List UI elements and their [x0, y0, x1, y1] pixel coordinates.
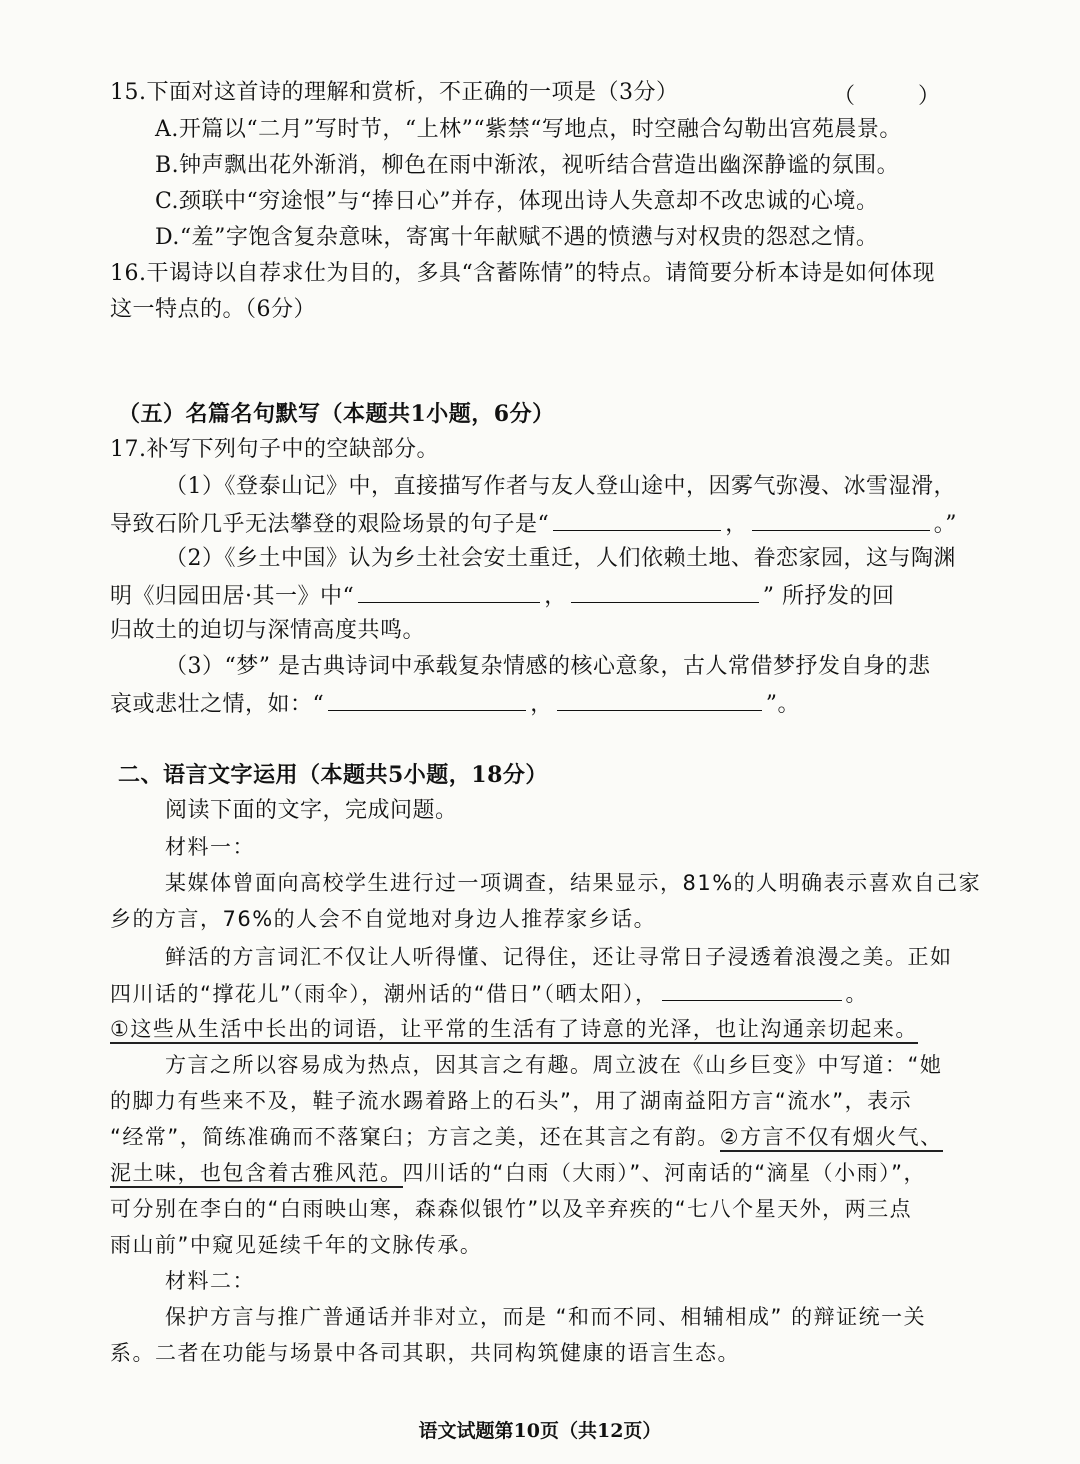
m1-p2-line2-text: 四川话的“撑花儿”（雨伞），潮州话的“借日”（晒太阳）， [110, 982, 658, 1006]
m2-p1-line1: 保护方言与推广普通话并非对立，而是 “和而不同、相辅相成” 的辩证统一关 [165, 1305, 927, 1329]
underlined-sentence-2a: ②方言不仅有烟火气、 [720, 1125, 943, 1152]
q17-item2-line2 [110, 578, 980, 614]
section-2-title: 二、语言文字运用（本题共5小题，18分） [118, 762, 548, 788]
separator: ， [725, 512, 748, 537]
blank-material[interactable] [662, 976, 842, 1001]
q17-item2-prefix: 明《归园田居·其一》中“ [110, 584, 355, 609]
q16-line-2: 这一特点的。（6分） [110, 297, 316, 322]
m1-p2-line1: 鲜活的方言词汇不仅让人听得懂、记得住，还让寻常日子浸透着浪漫之美。正如 [165, 945, 953, 969]
q15-option-d: D.“羞”字饱含复杂意味，寄寓十年献赋不遇的愤懑与对权贵的怨怼之情。 [155, 225, 879, 250]
q15-stem: 15.下面对这首诗的理解和赏析，不正确的一项是（3分） [110, 80, 679, 105]
page-footer: 语文试题第10页（共12页） [418, 1420, 662, 1442]
material-2-label: 材料二： [165, 1269, 255, 1293]
blank-1b[interactable] [752, 506, 930, 531]
q17-item3-prefix: 哀或悲壮之情，如：“ [110, 692, 325, 717]
underlined-sentence-1: ①这些从生活中长出的词语，让平常的生活有了诗意的光泽，也让沟通亲切起来。 [110, 1017, 918, 1044]
m1-p2-line3 [110, 1012, 980, 1046]
closing-quote: ”。 [765, 692, 801, 717]
m1-p2-line2 [110, 976, 980, 1011]
separator: ， [544, 584, 567, 609]
answer-parentheses: （ ） [833, 84, 968, 109]
underlined-sentence-2b: 泥土味，也包含着古雅风范。 [110, 1161, 403, 1188]
q17-item2-line3: 归故土的迫切与深情高度共鸣。 [110, 618, 426, 643]
blank-2a[interactable] [358, 578, 540, 603]
section-5-title: （五）名篇名句默写（本题共1小题，6分） [118, 401, 555, 427]
m1-p3-line1: 方言之所以容易成为热点，因其言之有趣。周立波在《山乡巨变》中写道：“她 [165, 1053, 943, 1077]
q17-item1-line2 [110, 506, 980, 542]
blank-2b[interactable] [571, 578, 759, 603]
q17-item1-prefix: 导致石阶几乎无法攀登的艰险场景的句子是“ [110, 512, 550, 537]
blank-1a[interactable] [553, 506, 721, 531]
q17-item2-line1: （2）《乡土中国》认为乡土社会安土重迁，人们依赖土地、眷恋家园，这与陶渊 [165, 546, 956, 571]
q17-stem: 17.补写下列句子中的空缺部分。 [110, 437, 439, 462]
m1-p3-line3 [110, 1120, 980, 1154]
blank-3a[interactable] [328, 686, 526, 711]
m1-p1-line1: 某媒体曾面向高校学生进行过一项调查，结果显示，81%的人明确表示喜欢自己家 [165, 871, 982, 895]
m1-p3-line2: 的脚力有些来不及，鞋子流水踢着路上的石头”，用了湖南益阳方言“流水”，表示 [110, 1089, 913, 1113]
q17-item1-line1: （1）《登泰山记》中，直接描写作者与友人登山途中，因雾气弥漫、冰雪湿滑， [165, 474, 956, 499]
m1-p1-line2: 乡的方言，76%的人会不自觉地对身边人推荐家乡话。 [110, 907, 657, 931]
period: 。 [845, 982, 869, 1006]
q17-item3-line2 [110, 686, 980, 722]
closing-quote: 。” [933, 512, 958, 537]
m1-p3-line6: 雨山前”中窥见延续千年的文脉传承。 [110, 1233, 483, 1257]
m1-p3-line5: 可分别在李白的“白雨映山寒，森森似银竹”以及辛弃疾的“七八个星天外，两三点 [110, 1197, 913, 1221]
q15-option-a: A.开篇以“二月”写时节，“上林”“紫禁“写地点，时空融合勾勒出宫苑晨景。 [155, 117, 902, 142]
blank-3b[interactable] [557, 686, 762, 711]
q15-option-b: B.钟声飘出花外渐消，柳色在雨中渐浓，视听结合营造出幽深静谧的氛围。 [155, 153, 900, 178]
reading-instruction: 阅读下面的文字，完成问题。 [165, 798, 458, 823]
material-1-label: 材料一： [165, 835, 255, 859]
q15-option-c: C.颈联中“穷途恨”与“捧日心”并存，体现出诗人失意却不改忠诚的心境。 [155, 189, 879, 214]
q17-item2-suffix: ” 所抒发的回 [762, 584, 895, 609]
m1-p3-line4 [110, 1156, 980, 1190]
m2-p1-line2: 系。二者在功能与场景中各司其职，共同构筑健康的语言生态。 [110, 1341, 740, 1365]
q16-line-1: 16.干谒诗以自荐求仕为目的，多具“含蓄陈情”的特点。请简要分析本诗是如何体现 [110, 261, 935, 286]
m1-p3-line4-text: 四川话的“白雨（大雨）”、河南话的“滴星（小雨）”， [402, 1161, 927, 1185]
m1-p3-line3-text: “经常”，简练准确而不落窠臼；方言之美，还在其言之有韵。 [110, 1125, 720, 1149]
separator: ， [530, 692, 553, 717]
q17-item3-line1: （3）“梦” 是古典诗词中承载复杂情感的核心意象，古人常借梦抒发自身的悲 [165, 654, 931, 679]
